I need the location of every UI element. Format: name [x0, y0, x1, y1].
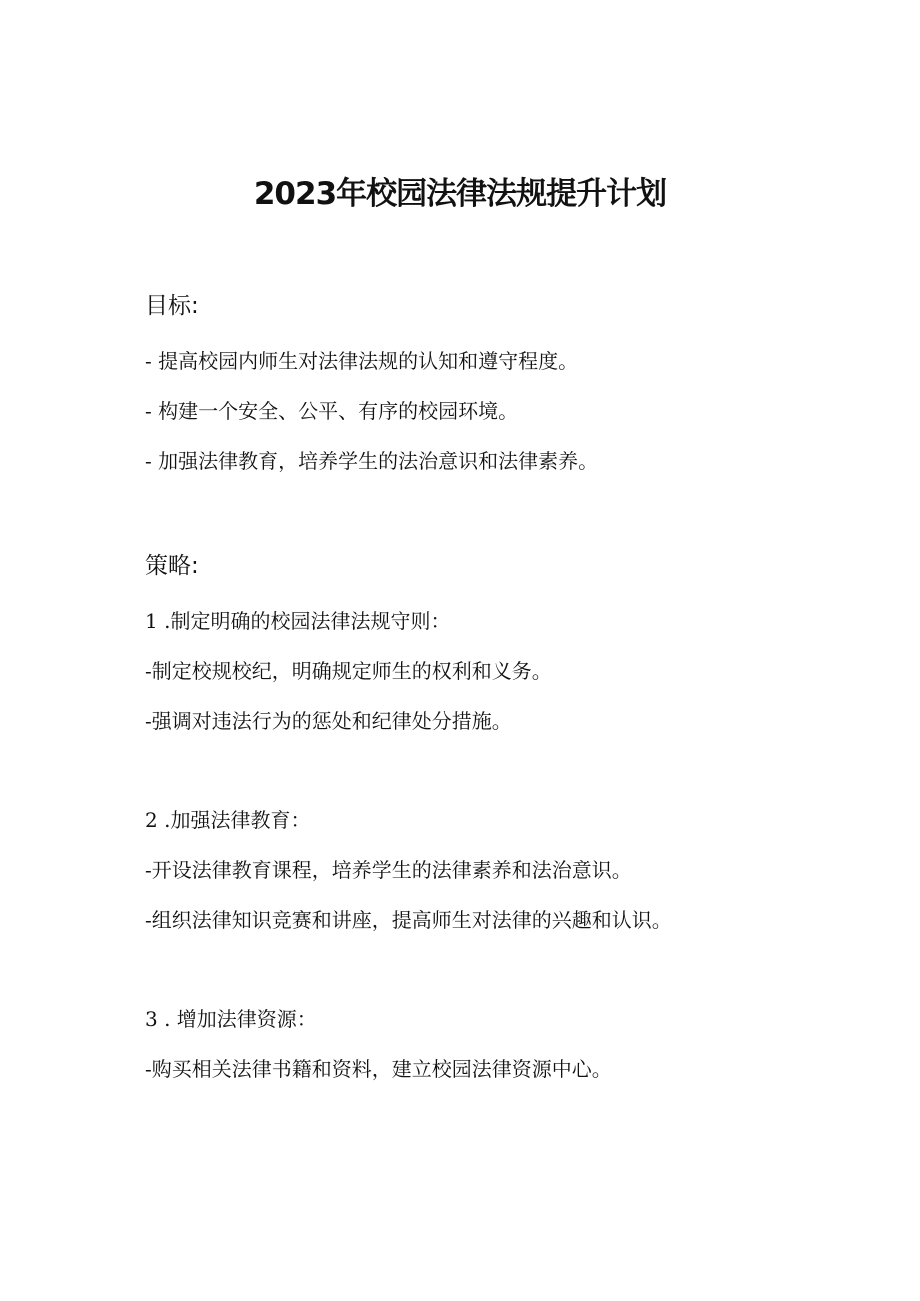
- goal-item: - 提高校园内师生对法律法规的认知和遵守程度。: [145, 349, 579, 373]
- strategy-item: -开设法律教育课程，培养学生的法律素养和法治意识。: [145, 858, 632, 882]
- document-title: 2023年校园法律法规提升计划: [253, 176, 667, 212]
- goal-item: - 构建一个安全、公平、有序的校园环境。: [145, 399, 519, 423]
- strategy-item: -制定校规校纪，明确规定师生的权利和义务。: [145, 659, 552, 683]
- strategy-item: -强调对违法行为的惩处和纪律处分措施。: [145, 709, 512, 733]
- strategies-heading: 策略:: [145, 553, 199, 579]
- goals-heading: 目标:: [145, 293, 199, 319]
- strategy-section-title: 2 .加强法律教育：: [145, 808, 311, 832]
- strategy-item: -购买相关法律书籍和资料，建立校园法律资源中心。: [145, 1057, 612, 1081]
- goal-item: - 加强法律教育，培养学生的法治意识和法律素养。: [145, 449, 599, 473]
- strategy-item: -组织法律知识竞赛和讲座，提高师生对法律的兴趣和认识。: [145, 908, 672, 932]
- strategy-section-title: 3 . 增加法律资源：: [145, 1007, 317, 1031]
- strategy-section-title: 1 .制定明确的校园法律法规守则：: [145, 609, 451, 633]
